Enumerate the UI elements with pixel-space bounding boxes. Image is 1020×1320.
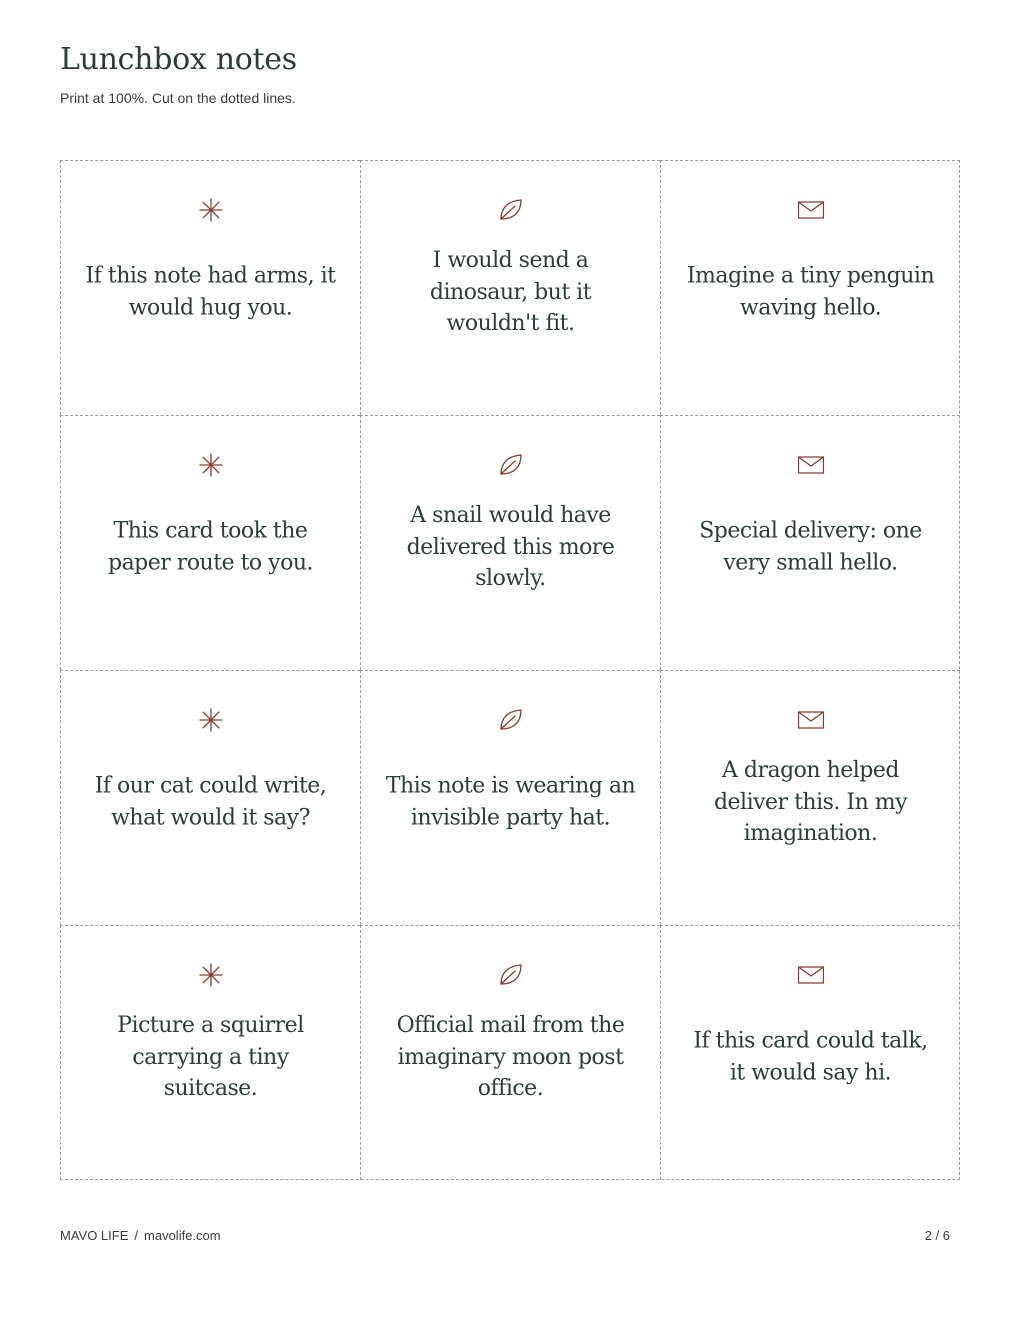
note-text: This note is wearing an invisible party hat. [385,773,636,830]
note-card [660,415,960,670]
note-text: Special delivery: one very small hello. [699,518,922,575]
asterisk-icon [198,197,224,223]
envelope-icon [798,452,824,478]
leaf-icon [498,197,524,223]
note-card [660,670,960,925]
note-card [360,925,660,1180]
page-number: 2 / 6 [924,1228,950,1243]
leaf-icon [498,962,524,988]
notes-grid [60,160,960,1180]
note-card [60,415,360,670]
note-text: Official mail from the imaginary moon post office. [396,1012,625,1101]
note-card [360,160,660,415]
note-card [660,925,960,1180]
note-card [360,415,660,670]
print-instructions: Print at 100%. Cut on the dotted lines. [60,90,296,106]
brand-name: MAVO LIFE [60,1228,129,1243]
page-title: Lunchbox notes [60,42,297,77]
note-card [60,925,360,1180]
envelope-icon [798,197,824,223]
note-text: Imagine a tiny penguin waving hello. [686,263,935,320]
note-card [660,160,960,415]
note-card [360,670,660,925]
note-text: If our cat could write, what would it say? [94,773,327,830]
asterisk-icon [198,962,224,988]
envelope-icon [798,707,824,733]
note-text: If this note had arms, it would hug you. [85,263,336,320]
asterisk-icon [198,707,224,733]
note-text: Picture a squirrel carrying a tiny suitcase. [117,1012,304,1101]
note-card [60,670,360,925]
site-url: mavolife.com [144,1228,221,1243]
leaf-icon [498,452,524,478]
note-text: A dragon helped deliver this. In my imagination. [713,757,908,846]
footer-brand [60,1228,221,1244]
note-card [60,160,360,415]
envelope-icon [798,962,824,988]
footer-separator: / [134,1228,139,1243]
note-text: I would send a dinosaur, but it wouldn't fit. [429,247,592,336]
note-text: This card took the paper route to you. [107,518,313,575]
note-text: A snail would have delivered this more slowly. [406,502,615,591]
asterisk-icon [198,452,224,478]
leaf-icon [498,707,524,733]
note-text: If this card could talk, it would say hi. [693,1028,928,1085]
